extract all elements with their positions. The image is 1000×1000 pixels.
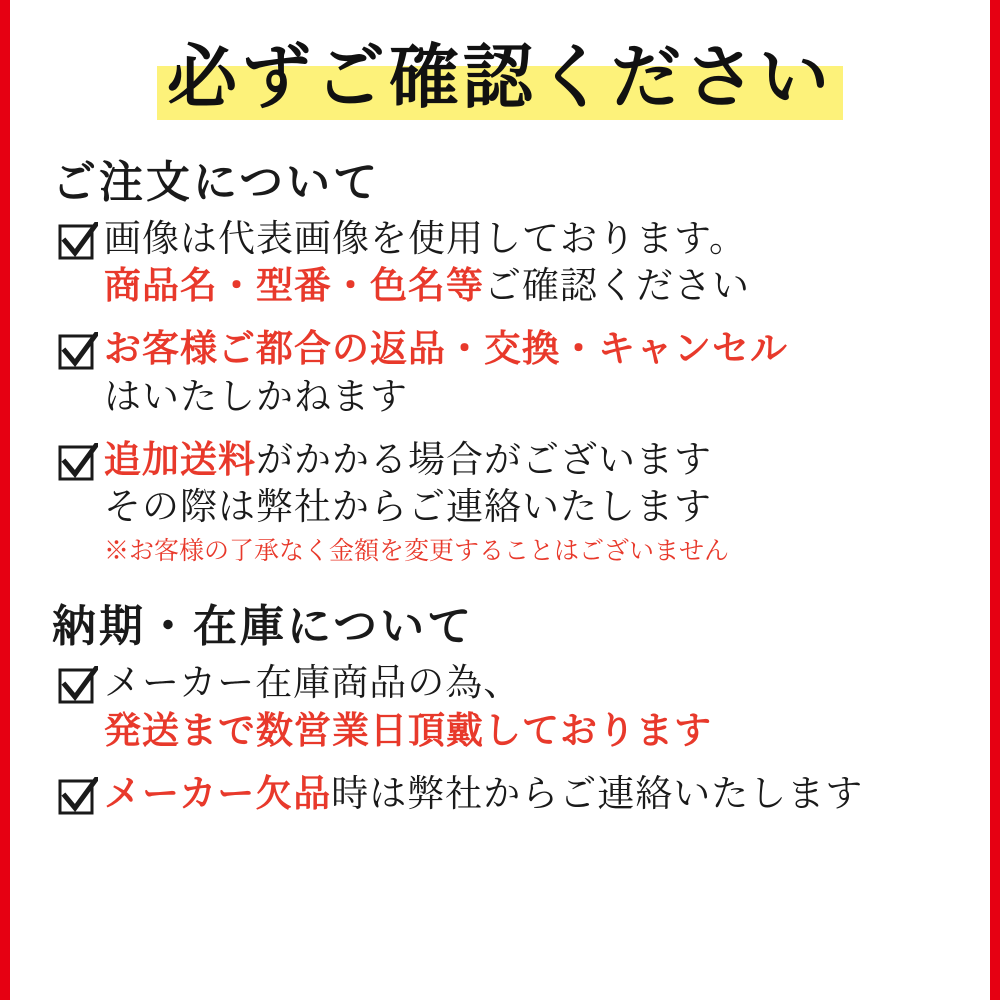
- checkbox-checked-icon: [58, 222, 98, 262]
- list-item: [58, 216, 960, 311]
- list-item-lines: [104, 216, 960, 311]
- list-item-lines: [104, 771, 960, 818]
- line-text-red: メーカー欠品: [104, 773, 332, 815]
- list-item-line: [104, 374, 960, 421]
- list-item: [58, 326, 960, 421]
- page-title-wrap: [40, 40, 960, 120]
- list-item-line: [104, 660, 960, 707]
- line-text-red: 商品名・型番・色名等: [104, 265, 484, 307]
- list-item-lines: [104, 437, 960, 568]
- list-item-line: [104, 484, 960, 531]
- checkbox-checked-icon: [58, 332, 98, 372]
- section-heading-delivery: 納期・在庫について: [52, 602, 475, 652]
- list-item-line: [104, 263, 960, 310]
- line-text: がかかる場合がございます: [256, 439, 712, 481]
- list-item-note: ※お客様の了承なく金額を変更することはございません: [104, 537, 730, 565]
- line-text: メーカー在庫商品の為、: [104, 663, 522, 705]
- checkbox-checked-icon: [58, 666, 98, 706]
- line-text-red: 発送まで数営業日頂戴しております: [104, 710, 712, 752]
- list-item: [58, 660, 960, 755]
- line-text: 時は弊社からご連絡いたします: [331, 773, 864, 815]
- list-item-line: [104, 216, 960, 263]
- list-item-line: [104, 437, 960, 484]
- list-item-line: [104, 326, 960, 373]
- list-item-line: [104, 771, 960, 818]
- page-title: [157, 40, 843, 120]
- list-item-lines: [104, 660, 960, 755]
- list-item: [58, 771, 960, 818]
- line-text-red: 追加送料: [104, 439, 256, 481]
- list-item-lines: [104, 326, 960, 421]
- line-text: はいたしかねます: [104, 376, 408, 418]
- line-text: その際は弊社からご連絡いたします: [104, 487, 712, 529]
- list-item-line: [104, 708, 960, 755]
- line-text-red: お客様ご都合の返品・交換・キャンセル: [104, 329, 788, 371]
- notice-content: [10, 0, 990, 1000]
- page-title-text: 必ずご確認ください: [167, 40, 833, 117]
- line-text: ご確認ください: [484, 265, 750, 307]
- line-text: 画像は代表画像を使用しております。: [104, 218, 748, 260]
- checkbox-checked-icon: [58, 443, 98, 483]
- checkbox-checked-icon: [58, 777, 98, 817]
- list-item: [58, 437, 960, 568]
- section-heading-orders: ご注文について: [52, 157, 381, 207]
